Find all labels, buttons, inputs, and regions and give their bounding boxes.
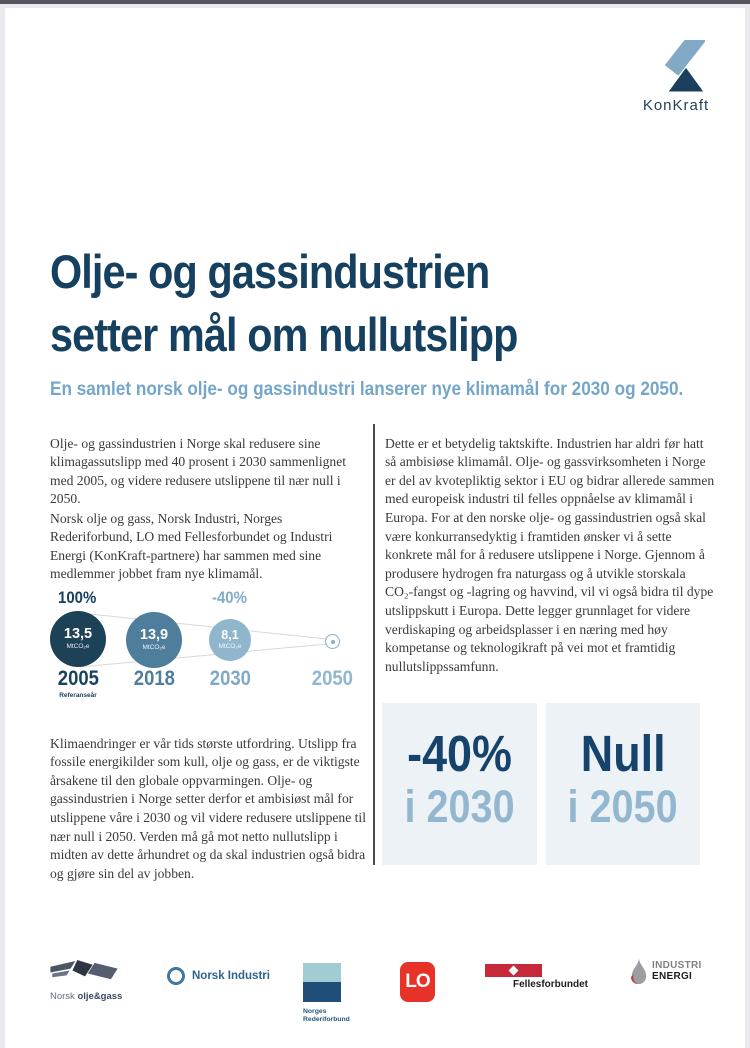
chart-label-100pct: 100% xyxy=(58,588,97,607)
bubble-2018-value: 13,9 xyxy=(139,627,169,643)
rederiforbund-label: Norges Rederiforbund xyxy=(303,1008,350,1023)
bubble-2005-unit: MtCO₂e xyxy=(66,643,90,650)
left-column-paragraph-3: Klimaendringer er vår tids største utfordring. Utslipp fra fossile energikilder som kull, olje og gass, er de viktigste årsakene til den globale oppvarmingen. Olje- og gassindustrien i Norge setter derfor et ambisiøst mål for utslippene våre i 2030 og vil videre redusere utslippene til nær null i 2050. Verden må gå mot netto nullutslipp i midten av dette århundret og da skal industrien også bidra og gjøre sin del av jobben. xyxy=(50,735,366,881)
konkraft-logo-icon xyxy=(647,40,705,94)
page-subtitle: En samlet norsk olje- og gassindustri lanserer nye klimamål for 2030 og 2050. xyxy=(50,378,684,400)
viewer-right-margin xyxy=(745,8,750,1048)
norsk-olje-og-gass-icon xyxy=(50,960,118,984)
viewer-left-margin xyxy=(0,8,5,1048)
industri-energi-flame-icon xyxy=(630,958,648,985)
highlight-box-2030-year: i 2030 xyxy=(404,781,515,832)
konkraft-logo-text: KonKraft xyxy=(642,97,710,114)
chart-year-2018: 2018 xyxy=(133,667,175,690)
bubble-2030 xyxy=(209,619,251,661)
bubble-2005 xyxy=(50,611,106,667)
norsk-olje-og-gass-label: Norsk olje&gass xyxy=(50,991,123,1002)
logo-fellesforbundet xyxy=(485,964,588,990)
norsk-industri-ring-icon xyxy=(167,967,185,985)
logo-norsk-industri xyxy=(167,967,270,985)
highlight-box-2050 xyxy=(546,703,700,865)
fellesforbundet-banner-icon xyxy=(485,964,542,977)
left-column-paragraph-2: Norsk olje og gass, Norsk Industri, Norges Rederiforbund, LO med Fellesforbundet og Industri Energi (KonKraft-partnere) har sammen med sine medlemmer jobbet fram nye klimamål. xyxy=(50,510,333,582)
rederiforbund-square-light-icon xyxy=(303,963,341,982)
chart-label-minus40pct: -40% xyxy=(212,588,247,607)
page-title-line1: Olje- og gassindustrien xyxy=(50,245,490,298)
left-column-paragraph-1: Olje- og gassindustrien i Norge skal redusere sine klimagassutslipp med 40 prosent i 2030 sammenlignet med 2005, og videre redusere utslippene til nær null i 2050. xyxy=(50,435,347,507)
bubble-2018 xyxy=(126,612,182,668)
column-divider xyxy=(373,424,375,865)
norsk-industri-label: Norsk Industri xyxy=(192,970,270,982)
viewer-top-margin xyxy=(0,4,750,8)
page-title-line2: setter mål om nullutslipp xyxy=(50,308,518,361)
fellesforbundet-label: Fellesforbundet xyxy=(513,979,589,990)
highlight-box-2030 xyxy=(382,703,537,865)
highlight-box-2030-value: -40% xyxy=(407,725,512,782)
rederiforbund-square-dark-icon xyxy=(303,982,341,1002)
bubble-2030-value: 8,1 xyxy=(221,628,239,642)
bubble-2030-unit: MtCO₂e xyxy=(218,643,242,650)
konkraft-logo xyxy=(638,40,714,114)
lo-label: LO xyxy=(405,971,430,992)
logo-norges-rederiforbund xyxy=(303,963,350,1024)
chart-year-2030: 2030 xyxy=(209,667,251,690)
bubble-2005-value: 13,5 xyxy=(63,626,93,642)
chart-year-2050: 2050 xyxy=(311,667,353,690)
emissions-chart xyxy=(50,588,366,712)
page-title xyxy=(50,240,581,366)
industri-energi-label: INDUSTRI ENERGI xyxy=(652,960,702,982)
bubble-2018-unit: MtCO₂e xyxy=(142,644,166,651)
logo-lo xyxy=(400,962,435,1002)
chart-reference-year-note: Referanseår xyxy=(59,692,97,699)
chart-year-2005: 2005 xyxy=(57,667,99,690)
fellesforbundet-emblem-icon xyxy=(509,966,519,976)
logo-norsk-olje-og-gass xyxy=(50,960,126,1002)
highlight-box-2050-value: Null xyxy=(580,725,666,782)
highlight-box-2050-year: i 2050 xyxy=(567,781,679,832)
logo-industri-energi xyxy=(630,958,702,985)
right-column-paragraph-1: Dette er et betydelig taktskifte. Industrien har aldri før hatt så ambisiøse klimamål. Olje- og gassvirksomheten i Norge er del av kvotepliktig sektor i EU og bidrar allerede sammen med europeisk industri til felles oppnåelse av klimamål i Europa. For at den norske olje- og gassindustrien også skal være konkurransedyktig i framtiden ønsker vi å sette konkrete mål for å redusere utslippene i Norge. Gjennom å produsere hydrogen fra naturgass og å utvikle storskala CO₂-fangst og -lagring og havvind, vil vi også bidra til dype utslippskutt i Europa. Dette legger grunnlaget for videre verdiskaping og arbeidsplasser i en næring med høy kompetanse og teknologikraft på vei mot et framtidig nullutslippssamfunn. xyxy=(385,435,715,674)
bubble-2050-target-icon xyxy=(325,634,340,649)
